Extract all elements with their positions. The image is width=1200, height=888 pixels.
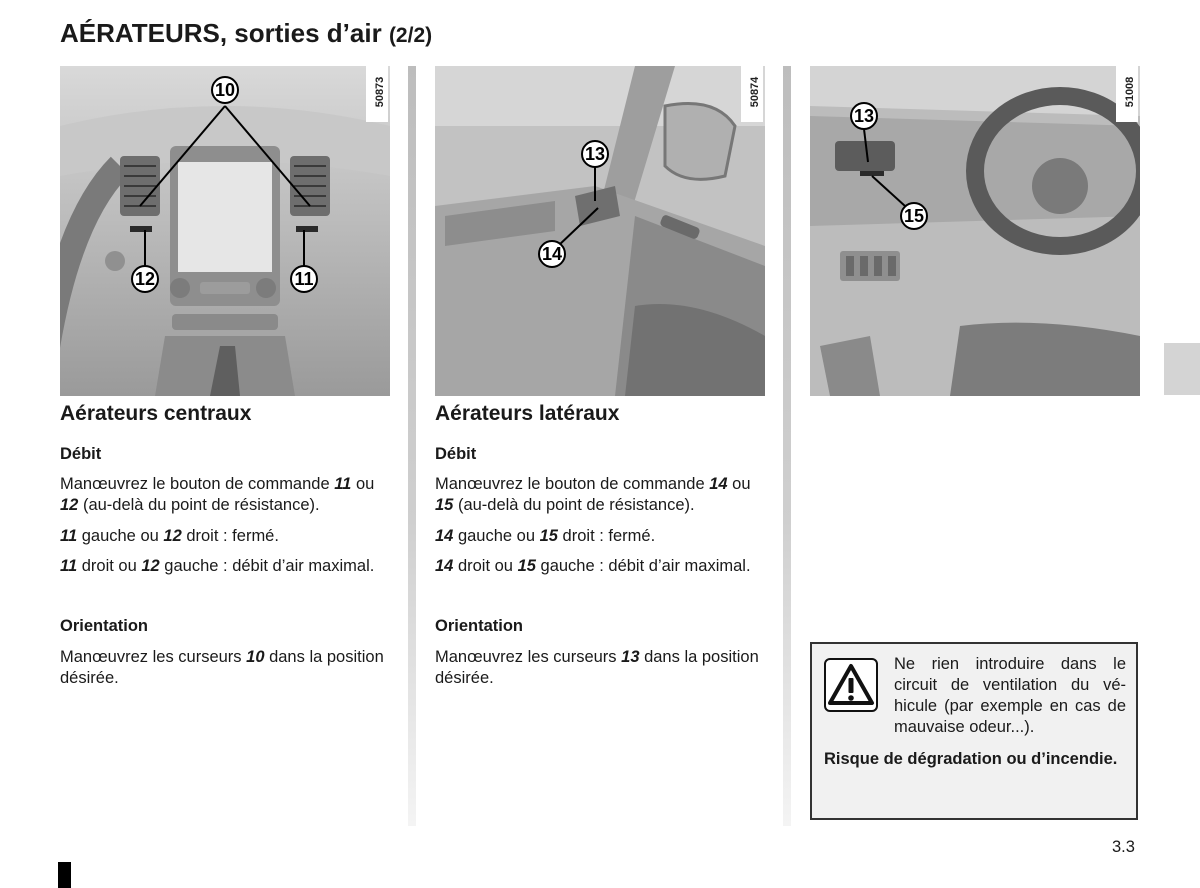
callout-label: 12 bbox=[134, 269, 156, 289]
figure-id-tab bbox=[1116, 66, 1138, 122]
ref-number: 13 bbox=[621, 648, 640, 666]
ref-number: 12 bbox=[163, 527, 182, 545]
section-title-side: Aérateurs latéraux bbox=[435, 402, 620, 425]
warning-box bbox=[810, 642, 1138, 820]
subheading-orientation: Orientation bbox=[435, 617, 524, 635]
callout-14 bbox=[539, 241, 565, 267]
ref-number: 11 bbox=[60, 557, 78, 575]
callout-label: 13 bbox=[853, 106, 875, 126]
callout-label: 15 bbox=[903, 206, 925, 226]
warning-text: Ne rien introduire dans le circuit de ventilation du véhicule (par exemple en cas de mauvaise odeur...). bbox=[894, 655, 1126, 736]
title-suffix: (2/2) bbox=[388, 24, 433, 47]
text: gauche ou bbox=[453, 527, 540, 545]
ref-number: 10 bbox=[246, 648, 265, 666]
figure-driver-side-vent bbox=[810, 66, 1140, 396]
ref-number: 11 bbox=[334, 475, 352, 493]
text: Manœuvrez le bouton de commande bbox=[435, 475, 710, 493]
figure-id: 50874 bbox=[749, 76, 761, 108]
paragraph bbox=[435, 647, 768, 689]
figure-central-vents bbox=[60, 66, 390, 396]
text: dans la position désirée. bbox=[435, 648, 759, 687]
ref-number: 15 bbox=[539, 527, 558, 545]
paragraph bbox=[60, 526, 393, 547]
page-title bbox=[60, 18, 432, 49]
text: ou bbox=[351, 475, 375, 493]
subheading-debit: Débit bbox=[435, 445, 477, 463]
callout-label: 11 bbox=[294, 269, 314, 289]
ref-number: 15 bbox=[517, 557, 536, 575]
figure-id: 51008 bbox=[1124, 76, 1136, 108]
paragraph bbox=[60, 474, 393, 516]
text: dans la position désirée. bbox=[60, 648, 384, 687]
warning-triangle-icon bbox=[824, 658, 878, 712]
callout-11 bbox=[291, 266, 317, 292]
print-mark bbox=[58, 862, 71, 888]
paragraph bbox=[60, 556, 393, 577]
callout-label: 13 bbox=[584, 144, 606, 164]
paragraph bbox=[60, 647, 393, 689]
section-title-central: Aérateurs centraux bbox=[60, 402, 252, 425]
callout-label: 10 bbox=[214, 80, 236, 100]
column-divider bbox=[783, 66, 791, 826]
text: Manœuvrez le bouton de commande bbox=[60, 475, 335, 493]
chapter-tab bbox=[1164, 343, 1200, 395]
ref-number: 12 bbox=[141, 557, 160, 575]
text: (au-delà du point de résistance). bbox=[453, 496, 695, 514]
ref-number: 14 bbox=[435, 557, 454, 575]
figure-id: 50873 bbox=[374, 76, 386, 108]
callout-15 bbox=[901, 203, 927, 229]
ref-number: 14 bbox=[435, 527, 454, 545]
text: droit : fermé. bbox=[557, 527, 656, 545]
callout-12 bbox=[132, 266, 158, 292]
callout-10 bbox=[212, 77, 238, 103]
text: ou bbox=[727, 475, 751, 493]
warning-risk: Risque de dégradation ou d’incendie. bbox=[824, 750, 1118, 768]
ref-number: 14 bbox=[709, 475, 728, 493]
text: droit : fermé. bbox=[181, 527, 279, 545]
callout-13 bbox=[851, 103, 877, 129]
callout-label: 14 bbox=[541, 244, 563, 264]
ref-number: 12 bbox=[60, 496, 79, 514]
text: gauche ou bbox=[77, 527, 164, 545]
figure-side-vents bbox=[435, 66, 765, 396]
paragraph bbox=[435, 474, 768, 516]
text: gauche : débit d’air maximal. bbox=[159, 557, 375, 575]
figure-id-tab bbox=[366, 66, 388, 122]
text: Manœuvrez les curseurs bbox=[60, 648, 247, 666]
subheading-debit: Débit bbox=[60, 445, 102, 463]
text: droit ou bbox=[77, 557, 142, 575]
page-number: 3.3 bbox=[1112, 838, 1135, 856]
text: Manœuvrez les curseurs bbox=[435, 648, 622, 666]
paragraph bbox=[435, 526, 768, 547]
ref-number: 15 bbox=[435, 496, 454, 514]
title-text: AÉRATEURS, sorties d’air bbox=[60, 18, 382, 48]
ref-number: 11 bbox=[60, 527, 78, 545]
paragraph bbox=[435, 556, 768, 577]
text: (au-delà du point de résistance). bbox=[78, 496, 320, 514]
callout-13 bbox=[582, 141, 608, 167]
column-divider bbox=[408, 66, 416, 826]
text: droit ou bbox=[453, 557, 518, 575]
figure-id-tab bbox=[741, 66, 763, 122]
text: gauche : débit d’air maximal. bbox=[535, 557, 751, 575]
subheading-orientation: Orientation bbox=[60, 617, 149, 635]
